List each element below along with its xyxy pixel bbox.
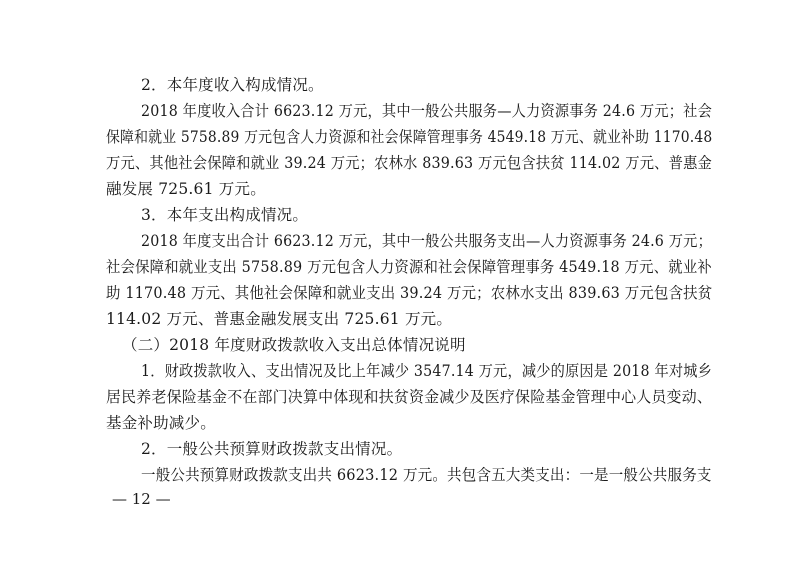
- paragraph-line: 保障和就业 5758.89 万元包含人力资源和社会保障管理事务 4549.18 万元、就业补助 1170.48: [106, 128, 713, 146]
- paragraph-line: 助 1170.48 万元、其他社会保障和就业支出 39.24 万元；农林水支出 839.63 万元包含扶贫: [106, 284, 713, 302]
- section-heading-expenditure-composition: 3．本年支出构成情况。: [141, 206, 309, 224]
- paragraph-line: 居民养老保险基金不在部门决算中体现和扶贫资金减少及医疗保险基金管理中心人员变动、: [106, 388, 713, 406]
- paragraph-line: 融发展 725.61 万元。: [106, 180, 266, 198]
- paragraph-line: 社会保障和就业支出 5758.89 万元包含人力资源和社会保障管理事务 4549.18 万元、就业补: [106, 258, 712, 276]
- section-heading-fiscal-allocation: （二）2018 年度财政拨款收入支出总体情况说明: [122, 336, 466, 354]
- paragraph-line: 114.02 万元、普惠金融发展支出 725.61 万元。: [106, 310, 453, 328]
- section-heading-general-budget: 2．一般公共预算财政拨款支出情况。: [141, 440, 403, 458]
- paragraph-line: 万元、其他社会保障和就业 39.24 万元；农林水 839.63 万元包含扶贫 114.02 万元、普惠金: [106, 154, 713, 172]
- paragraph-line: 2018 年度收入合计 6623.12 万元，其中一般公共服务—人力资源事务 24.6 万元；社会: [141, 102, 712, 120]
- paragraph-line: 基金补助减少。: [106, 414, 216, 432]
- paragraph-line: 2018 年度支出合计 6623.12 万元，其中一般公共服务支出—人力资源事务 24.6 万元；: [141, 232, 712, 250]
- page-number: — 12 —: [112, 490, 171, 508]
- section-heading-income-composition: 2．本年度收入构成情况。: [141, 76, 324, 94]
- paragraph-line: 一般公共预算财政拨款支出共 6623.12 万元。共包含五大类支出：一是一般公共服务支: [141, 466, 712, 484]
- paragraph-line: 1．财政拨款收入、支出情况及比上年减少 3547.14 万元，减少的原因是 2018 年对城乡: [141, 362, 713, 380]
